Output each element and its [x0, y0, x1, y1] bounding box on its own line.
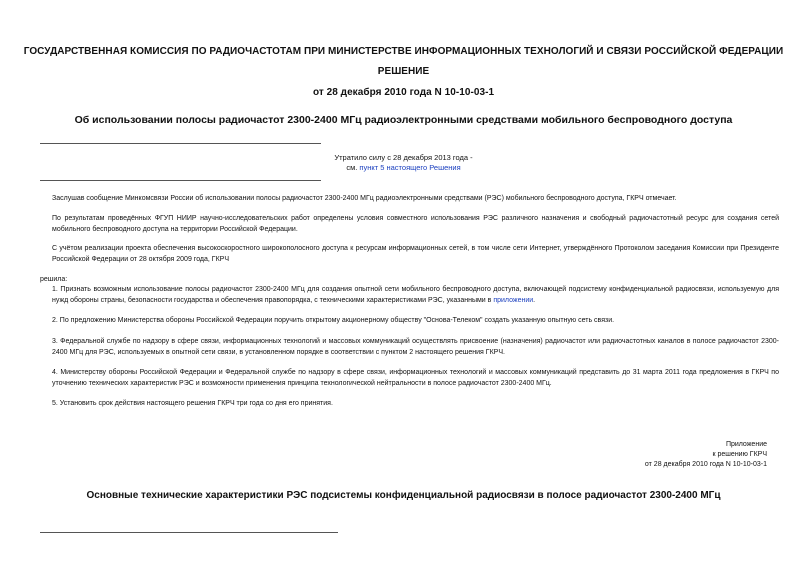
status-note-prefix: см.	[346, 163, 360, 172]
status-note-line: Утратило силу с 28 декабря 2013 года -	[334, 153, 473, 162]
appendix-date: от 28 декабря 2010 года N 10-10-03-1	[644, 461, 767, 468]
document-title: Об использовании полосы радиочастот 2300-2400 МГц радиоэлектронными средствами мобильного беспроводного доступа	[74, 114, 733, 126]
decision-item-1-text: 1. Признать возможным использование полосы радиочастот 2300-2400 МГц для создания опытной сети мобильного беспроводного доступа, включающей подсистему конфиденциальной радиосвязи, используемую для нужд обороны страны, безопасности государства и обеспечения правопорядка, с техническими характеристиками РЭС, указанными в	[52, 286, 779, 304]
paragraph-3: С учётом реализации проекта обеспечения высокоскоростного широкополосного доступа к ресурсам информационных сетей, в том числе сети Интернет, утверждённого Протоколом заседания Комиссии при Президенте Российской Федерации от 28 октября 2009 года, ГКРЧ	[52, 245, 779, 263]
decided-label: решила:	[40, 276, 68, 283]
separator-top	[40, 143, 321, 144]
document-type: РЕШЕНИЕ	[377, 66, 430, 77]
paragraph-2: По результатам проведённых ФГУП НИИР научно-исследовательских работ определены условия совместного использования РЭС различного назначения и свободный радиочастотный ресурс для создания сетей мобильного беспроводного доступа на территории Российской Федерации.	[52, 215, 779, 233]
paragraph-1: Заслушав сообщение Минкомсвязи России об использовании полосы радиочастот 2300-2400 МГц радиоэлектронными средствами (РЭС) мобильного беспроводного доступа, ГКРЧ отмечает.	[52, 195, 677, 202]
decision-item-5: 5. Установить срок действия настоящего решения ГКРЧ три года со дня его принятия.	[52, 400, 333, 407]
status-note-link[interactable]: пункт 5 настоящего Решения	[359, 163, 461, 172]
decision-item-2: 2. По предложению Министерства обороны Российской Федерации поручить открытому акционерному обществу "Основа-Телеком" создать указанную опытную сеть связи.	[52, 317, 615, 324]
decision-item-1	[40, 284, 779, 306]
appendix-reference: к решению ГКРЧ	[712, 451, 767, 458]
decision-item-3: 3. Федеральной службе по надзору в сфере связи, информационных технологий и массовых коммуникаций осуществлять присвоение (назначения) радиочастот или радиочастотных каналов в полосе радиочастот 2300-2400 МГц для РЭС, используемых в опытной сети связи, в установленном порядке в соответствии с пунктом 2 настоящего решения ГКРЧ.	[52, 338, 779, 356]
appendix-title: Основные технические характеристики РЭС подсистемы конфиденциальной радиосвязи в полосе радиочастот 2300-2400 МГц	[86, 490, 721, 501]
issuing-authority: ГОСУДАРСТВЕННАЯ КОМИССИЯ ПО РАДИОЧАСТОТАМ ПРИ МИНИСТЕРСТВЕ ИНФОРМАЦИОННЫХ ТЕХНОЛОГИЙ И СВЯЗИ РОССИЙСКОЙ ФЕДЕРАЦИИ	[23, 46, 784, 57]
decision-item-4: 4. Министерству обороны Российской Федерации и Федеральной службе по надзору в сфере связи, информационных технологий и массовых коммуникаций представить до 31 марта 2011 года предложения в ГКРЧ по уточнению технических характеристик РЭС и возможности применения принципа технологической нейтральности в полосе радиочастот 2300-2400 МГц.	[52, 369, 779, 387]
appendix-header	[520, 440, 767, 470]
status-note-ref	[0, 163, 807, 173]
appendix-link[interactable]: приложении	[493, 297, 534, 304]
separator-bottom	[40, 180, 321, 181]
separator-footer	[40, 532, 338, 533]
appendix-label: Приложение	[725, 441, 767, 448]
document-date-number: от 28 декабря 2010 года N 10-10-03-1	[312, 87, 495, 98]
status-note	[0, 153, 807, 173]
decision-item-1-end: .	[533, 297, 536, 304]
